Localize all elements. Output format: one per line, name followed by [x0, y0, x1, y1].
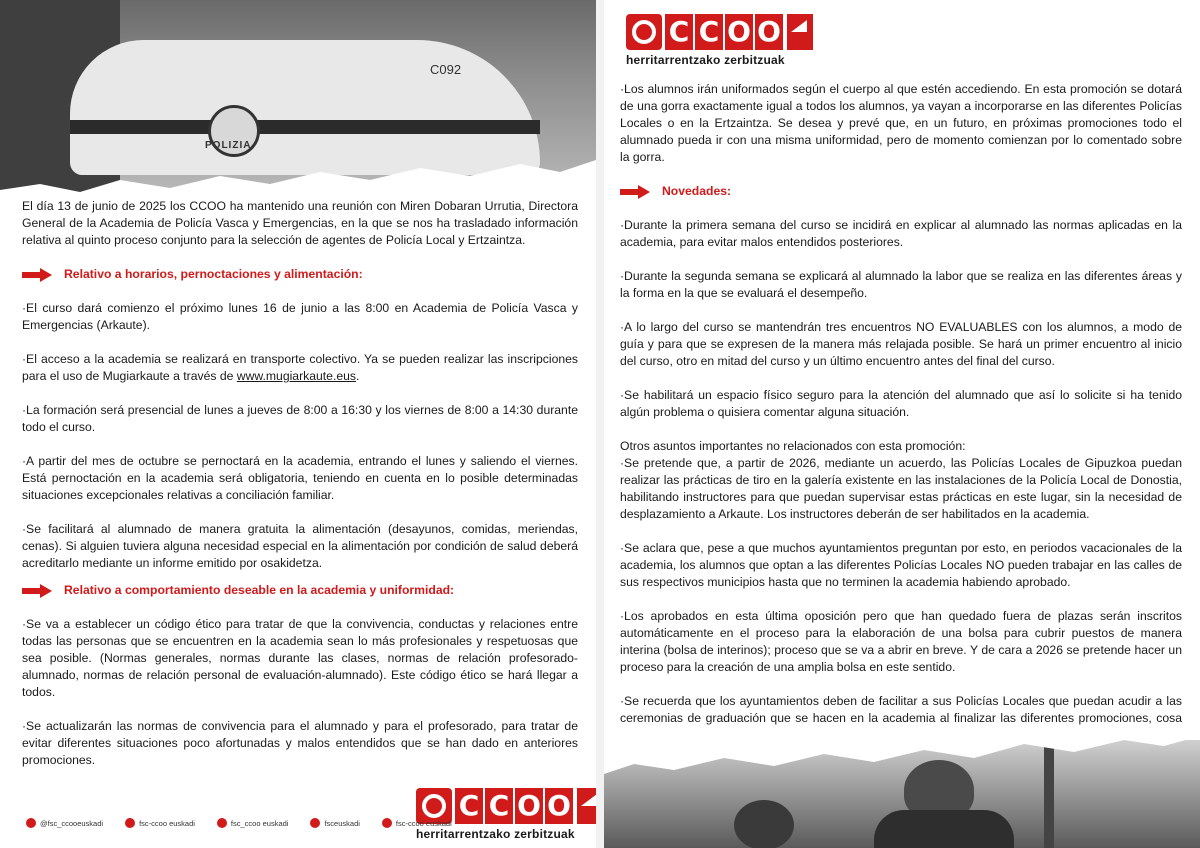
social-instagram[interactable]: @fsc_ccooeuskadi [26, 818, 103, 828]
flag-icon [787, 14, 813, 50]
arrow-right-icon [22, 268, 52, 282]
paragraph: ·Se facilitará al alumnado de manera gratuita la alimentación (desayunos, comidas, meriendas, cenas). Si alguien tuviera alguna necesidad especial en la alimentación por condición de salud deberá acreditarlo mediante un informe emitido por osakidetza. [22, 522, 578, 570]
paragraph: ·Se recuerda que los ayuntamientos deben de facilitar a sus Policías Locales que puedan acudir a las ceremonias de graduación que se hacen en la academia al finalizar las diferentes promociones, cosa [620, 694, 1182, 725]
paragraph: ·A partir del mes de octubre se pernoctará en la academia, entrando el lunes y saliendo el viernes. Está pernoctación en la academia será obligatoria, teniendo en cuenta en lo posible determinadas situaciones excepcionales relativas a conciliación familiar. [22, 454, 578, 502]
section-heading-horarios: Relativo a horarios, pernoctaciones y alimentación: [22, 266, 578, 283]
police-car-photo: POLIZIA C092 [0, 0, 596, 195]
social-bluesky[interactable]: fsc-ccoo euskadi [125, 818, 195, 828]
left-text-column [22, 198, 578, 786]
paragraph: ·Durante la primera semana del curso se incidirá en explicar al alumnado las normas aplicadas en la academia, para evitar malos entendidos posteriores. [620, 218, 1182, 249]
paragraph: ·Se pretende que, a partir de 2026, mediante un acuerdo, las Policías Locales de Gipuzkoa puedan realizar las prácticas de tiro en la galería existente en las instalaciones de la Policía Local de Donostia, habilitando instructores para que puedan supervisar estas prácticas en este lugar, sin la necesidad de desplazamiento a Arkaute. Los instructores deberán de ser habilitados en la academia. [620, 456, 1182, 521]
paragraph: ·A lo largo del curso se mantendrán tres encuentros NO EVALUABLES con los alumnos, a modo de guía y para que se expresen de la manera más relajada posible. Se hará un primer encuentro al inicio del curso, otro en mitad del curso y un último encuentro antes del final del curso. [620, 320, 1182, 368]
others-title: Otros asuntos importantes no relacionados con esta promoción: [620, 439, 966, 453]
paragraph: ·Se habilitará un espacio físico seguro para la atención del alumnado que así lo solicite si ha tenido algún problema o quisiera comentar alguna situación. [620, 388, 1182, 419]
paragraph: ·Se actualizarán las normas de convivencia para el alumnado y para el profesorado, para tratar de evitar diferentes situaciones poco afortunadas y malos entendidos que se han dado en anteriores promociones. [22, 719, 578, 767]
paragraph: ·Los alumnos irán uniformados según el cuerpo al que estén accediendo. En esta promoción se dotará de una gorra exactamente igual a todos los alumnos, ya vayan a incorporarse en las diferentes Policías Locales o en la Ertzaintza. Se desea y prevé que, en un futuro, en próximas promociones todo el alumnado pueda ir con una misma uniformidad, pero de momento comienzan por lo comentado sobre la gorra. [620, 82, 1182, 164]
x-icon [217, 818, 227, 828]
social-x[interactable]: fsc_ccoo euskadi [217, 818, 289, 828]
ccoo-logo-footer: C C O O herritarrentzako zerbitzuak [416, 788, 596, 841]
intro-paragraph: El día 13 de junio de 2025 los CCOO ha mantenido una reunión con Miren Dobaran Urrutia, Directora General de la Academia de Policía Vasca y Emergencias, en la que se nos ha trasladado información relativa al quinto proceso conjunto para la selección de agentes de Policía Local y Ertzaintza. [22, 199, 578, 247]
social-threads[interactable]: fsc-ccoo euskadi [382, 818, 452, 828]
social-links [26, 818, 452, 828]
facebook-icon [310, 818, 320, 828]
page-gutter [596, 0, 604, 848]
torn-paper-edge [604, 730, 1200, 780]
paragraph: ·El curso dará comienzo el próximo lunes 16 de junio a las 8:00 en Academia de Policía Vasca y Emergencias (Arkaute). [22, 301, 578, 332]
flag-icon [577, 788, 596, 824]
section-heading-novedades: Novedades: [620, 183, 1182, 200]
ccoo-emblem-icon [626, 14, 662, 50]
social-facebook[interactable]: fsceuskadi [310, 818, 359, 828]
ccoo-logo-header: C C O O herritarrentzako zerbitzuak [626, 14, 813, 67]
paragraph: ·El acceso a la academia se realizará en transporte colectivo. Ya se pueden realizar las inscripciones para el uso de Mugiarkaute a través de www.mugiarkaute.eus. [22, 352, 578, 383]
paragraph: ·Durante la segunda semana se explicará al alumnado la labor que se realiza en las diferentes áreas y la forma en la que se evaluará el desempeño. [620, 269, 1182, 300]
bluesky-icon [125, 818, 135, 828]
instagram-icon [26, 818, 36, 828]
threads-icon [382, 818, 392, 828]
left-page [0, 0, 596, 848]
right-text-column [620, 81, 1182, 761]
arrow-right-icon [22, 584, 52, 598]
paragraph: ·La formación será presencial de lunes a jueves de 8:00 a 16:30 y los viernes de 8:00 a 14:30 durante todo el curso. [22, 403, 578, 434]
paragraph: ·Se aclara que, pese a que muchos ayuntamientos preguntan por esto, en periodos vacacionales de la academia, los alumnos que optan a las diferentes Policías Locales NO pueden trabajar en las calles de sus respectivos municipios hasta que no terminen la academia habiendo aprobado. [620, 541, 1182, 589]
right-page [604, 0, 1200, 848]
mugiarkaute-link[interactable]: www.mugiarkaute.eus [236, 369, 356, 383]
arrow-right-icon [620, 185, 650, 199]
section-heading-comportamiento: Relativo a comportamiento deseable en la academia y uniformidad: [22, 582, 578, 599]
paragraph: ·Los aprobados en esta última oposición pero que han quedado fuera de plazas serán inscritos automáticamente en el proceso para la elaboración de una bolsa para cubrir puestos de manera interina (bolsa de interinos); proceso que se va a abrir en breve. Y de cara a 2026 se pretende hacer un proceso para la creación de una amplia bolsa en este sentido. [620, 609, 1182, 674]
paragraph: ·Se va a establecer un código ético para tratar de que la convivencia, conductas y relaciones entre todas las personas que se encuentren en la academia sean lo más profesionales y respetuosas que sea posible. (Normas generales, normas durante las clases, normas de relación profesorado-alumnado, normas de relación personal de evaluación-alumnado). Este código ético se hará llegar a todos. [22, 617, 578, 699]
